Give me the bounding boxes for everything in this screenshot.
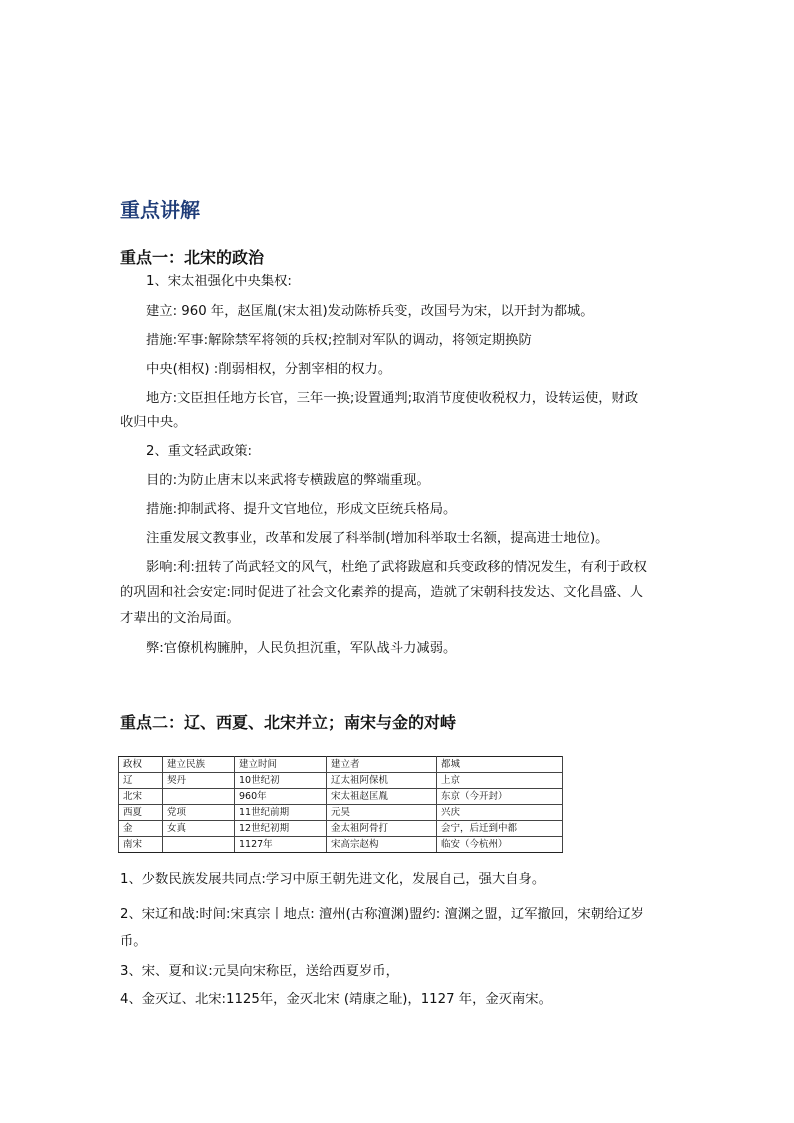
table-row: [119, 837, 563, 853]
yingxiang-text-1: 影响:利:扭转了尚武轻文的风气，杜绝了武将跋扈和兵变政移的情况发生，有利于政权: [146, 560, 647, 575]
table-header-cell: 建立民族: [163, 757, 235, 773]
table-cell: 11世纪前期: [235, 805, 327, 821]
point3-text: 3、宋、夏和议:元昊向宋称臣，送给西夏岁币，: [120, 964, 399, 979]
table-cell: 女真: [163, 821, 235, 837]
table-cell: 金: [119, 821, 163, 837]
item2-title: 2、重文轻武政策:: [146, 444, 253, 459]
table-cell: 元昊: [327, 805, 437, 821]
jianli-text: 建立: 960 年，赵匡胤(宋太祖)发动陈桥兵变，改国号为宋，以开封为都城。: [146, 304, 594, 319]
regimes-table: [118, 756, 563, 853]
table-row: [119, 805, 563, 821]
cuoshi2-text: 措施:抑制武将、提升文官地位，形成文臣统兵格局。: [146, 502, 457, 517]
table-cell: 西夏: [119, 805, 163, 821]
item1-title: 1、宋太祖强化中央集权:: [146, 274, 292, 289]
cuoshi-text: 措施:军事:解除禁军将领的兵权;控制对军队的调动，将领定期换防: [146, 333, 532, 348]
difang-text-2: 收归中央。: [120, 415, 187, 430]
zhongyang-text: 中央(相权) :削弱相权，分割宰相的权力。: [146, 362, 392, 377]
table-cell: 宋太祖赵匡胤: [327, 789, 437, 805]
bi-text: 弊:官僚机构臃肿，人民负担沉重，军队战斗力减弱。: [146, 641, 457, 656]
table-cell: 临安（今杭州）: [437, 837, 563, 853]
table-cell: 契丹: [163, 773, 235, 789]
table-cell: 南宋: [119, 837, 163, 853]
table-cell: 党项: [163, 805, 235, 821]
table-cell: 宋高宗赵构: [327, 837, 437, 853]
point2-text-1: 2、宋辽和战:时间:宋真宗丨地点: 澶州(古称澶渊)盟约: 澶渊之盟，辽军撤回，宋朝给辽岁: [120, 907, 644, 922]
table-row: [119, 821, 563, 837]
table-cell: 东京（今开封）: [437, 789, 563, 805]
table-row: [119, 773, 563, 789]
table-cell: 960年: [235, 789, 327, 805]
table-cell: [163, 837, 235, 853]
table-cell: 兴庆: [437, 805, 563, 821]
table-cell: 北宋: [119, 789, 163, 805]
table-row: [119, 789, 563, 805]
table-header-cell: 都城: [437, 757, 563, 773]
yingxiang-text-2: 的巩固和社会安定:同时促进了社会文化素养的提高，造就了宋朝科技发达、文化昌盛、人: [120, 585, 644, 600]
table-cell: [163, 789, 235, 805]
zhuzhong-text: 注重发展文教事业，改革和发展了科举制(增加科举取士名额，提高进士地位)。: [146, 531, 609, 546]
point2-text-2: 币。: [120, 934, 147, 949]
section1-heading: 重点一：北宋的政治: [120, 248, 265, 267]
table-cell: 12世纪初期: [235, 821, 327, 837]
table-cell: 1127年: [235, 837, 327, 853]
table-cell: 会宁，后迁到中都: [437, 821, 563, 837]
table-header-cell: 建立时间: [235, 757, 327, 773]
table-header-row: [119, 757, 563, 773]
section2-heading: 重点二：辽、西夏、北宋并立；南宋与金的对峙: [120, 713, 457, 732]
page-title: 重点讲解: [120, 198, 200, 222]
table-cell: 辽太祖阿保机: [327, 773, 437, 789]
table-cell: 辽: [119, 773, 163, 789]
difang-text-1: 地方:文臣担任地方长官，三年一换;设置通判;取消节度使收税权力，设转运使，财政: [146, 391, 639, 406]
table-cell: 金太祖阿骨打: [327, 821, 437, 837]
mudi-text: 目的:为防止唐末以来武将专横跋扈的弊端重现。: [146, 473, 430, 488]
table-header-cell: 建立者: [327, 757, 437, 773]
table-cell: 上京: [437, 773, 563, 789]
point4-text: 4、金灭辽、北宋:1125年，金灭北宋 (靖康之耻)，1127 年，金灭南宋。: [120, 992, 552, 1007]
table-cell: 10世纪初: [235, 773, 327, 789]
yingxiang-text-3: 才辈出的文治局面。: [120, 611, 240, 626]
table-header-cell: 政权: [119, 757, 163, 773]
point1-text: 1、少数民族发展共同点:学习中原王朝先进文化，发展自己，强大自身。: [120, 872, 546, 887]
